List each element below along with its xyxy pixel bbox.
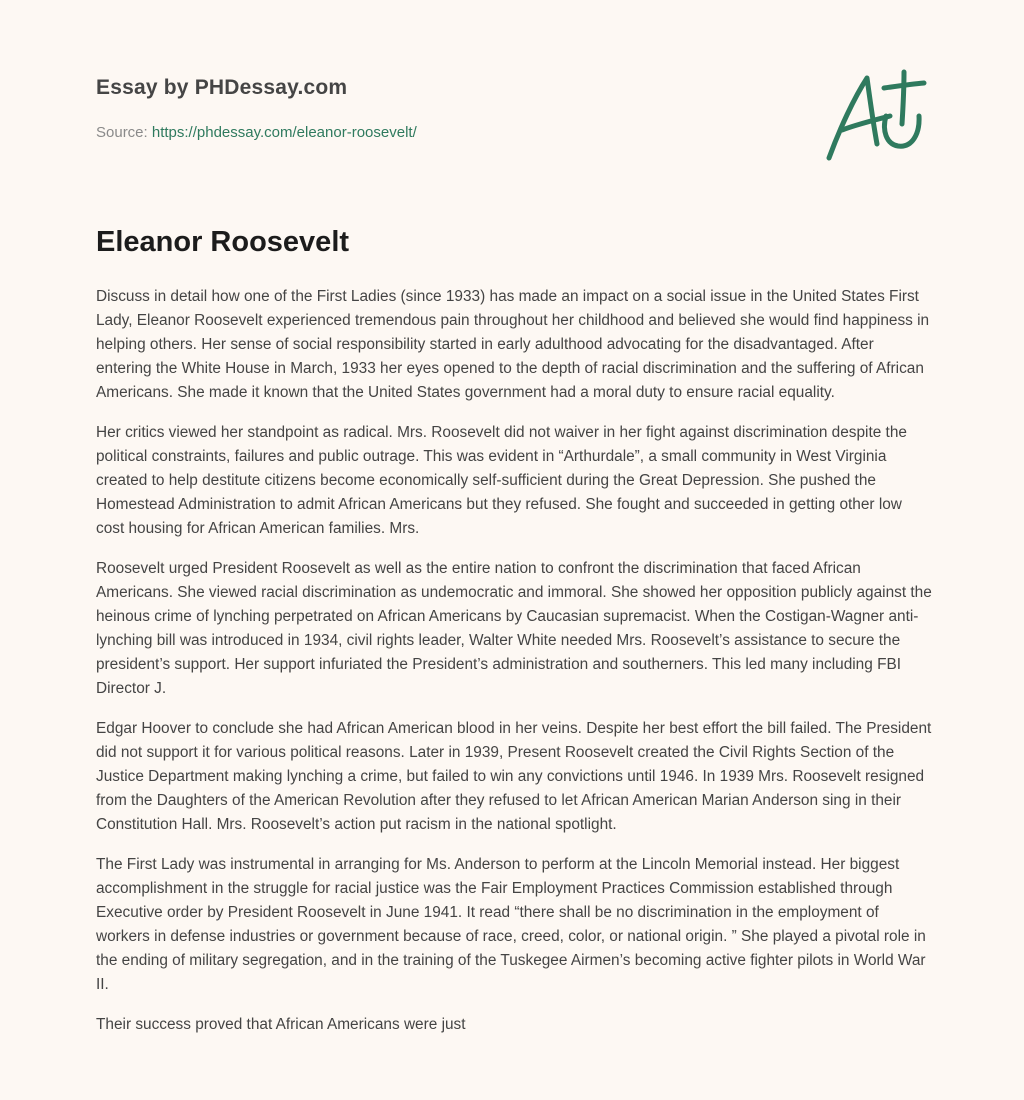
paragraph: Roosevelt urged President Roosevelt as well as the entire nation to confront the discrimination that faced African Americans. She viewed racial discrimination as undemocratic and immoral. She showed her opposition publicly against the heinous crime of lynching perpetrated on African Americans by Caucasian supremacist. When the Costigan-Wagner anti-lynching bill was introduced in 1934, civil rights leader, Walter White needed Mrs. Roosevelt’s assistance to secure the president’s support. Her support infuriated the President’s administration and southerners. This led many including FBI Director J. bbox=[96, 560, 932, 697]
paragraph: Her critics viewed her standpoint as radical. Mrs. Roosevelt did not waiver in her fight against discrimination despite the political constraints, failures and public outrage. This was evident in “Arthurdale”, a small community in West Virginia created to help destitute citizens become economically self-sufficient during the Great Depression. She pushed the Homestead Administration to admit African Americans but they refused. She fought and succeeded in getting other low cost housing for African American families. Mrs. bbox=[96, 424, 907, 537]
source-label: Source: bbox=[96, 124, 148, 141]
essay-title: Eleanor Roosevelt bbox=[96, 226, 350, 258]
source-line bbox=[96, 124, 417, 141]
paragraph: Edgar Hoover to conclude she had African American blood in her veins. Despite her best effort the bill failed. The President did not support it for various political reasons. Later in 1939, Present Roosevelt created the Civil Rights Section of the Justice Department making lynching a crime, but failed to win any convictions until 1946. In 1939 Mrs. Roosevelt resigned from the Daughters of the American Revolution after they refused to let African American Marian Anderson sing in their Constitution Hall. Mrs. Roosevelt’s action put racism in the national spotlight. bbox=[96, 720, 932, 833]
a-plus-logo-icon bbox=[820, 66, 930, 166]
essay-body bbox=[96, 285, 932, 1053]
paragraph: Discuss in detail how one of the First Ladies (since 1933) has made an impact on a social issue in the United States First Lady, Eleanor Roosevelt experienced tremendous pain throughout her childhood and believed she would find happiness in helping others. Her sense of social responsibility started in early adulthood advocating for the disadvantaged. After entering the White House in March, 1933 her eyes opened to the depth of racial discrimination and the suffering of African Americans. She made it known that the United States government had a moral duty to ensure racial equality. bbox=[96, 288, 930, 401]
source-link[interactable]: https://phdessay.com/eleanor-roosevelt/ bbox=[151, 124, 417, 141]
site-title: Essay by PHDessay.com bbox=[96, 76, 348, 99]
paragraph: The First Lady was instrumental in arranging for Ms. Anderson to perform at the Lincoln Memorial instead. Her biggest accomplishment in the struggle for racial justice was the Fair Employment Practices Commission established through Executive order by President Roosevelt in June 1941. It read “there shall be no discrimination in the employment of workers in defense industries or government because of race, creed, color, or national origin. ” She played a pivotal role in the ending of military segregation, and in the training of the Tuskegee Airmen’s becoming active fighter pilots in World War II. bbox=[96, 856, 926, 993]
paragraph: Their success proved that African Americans were just bbox=[96, 1016, 466, 1033]
